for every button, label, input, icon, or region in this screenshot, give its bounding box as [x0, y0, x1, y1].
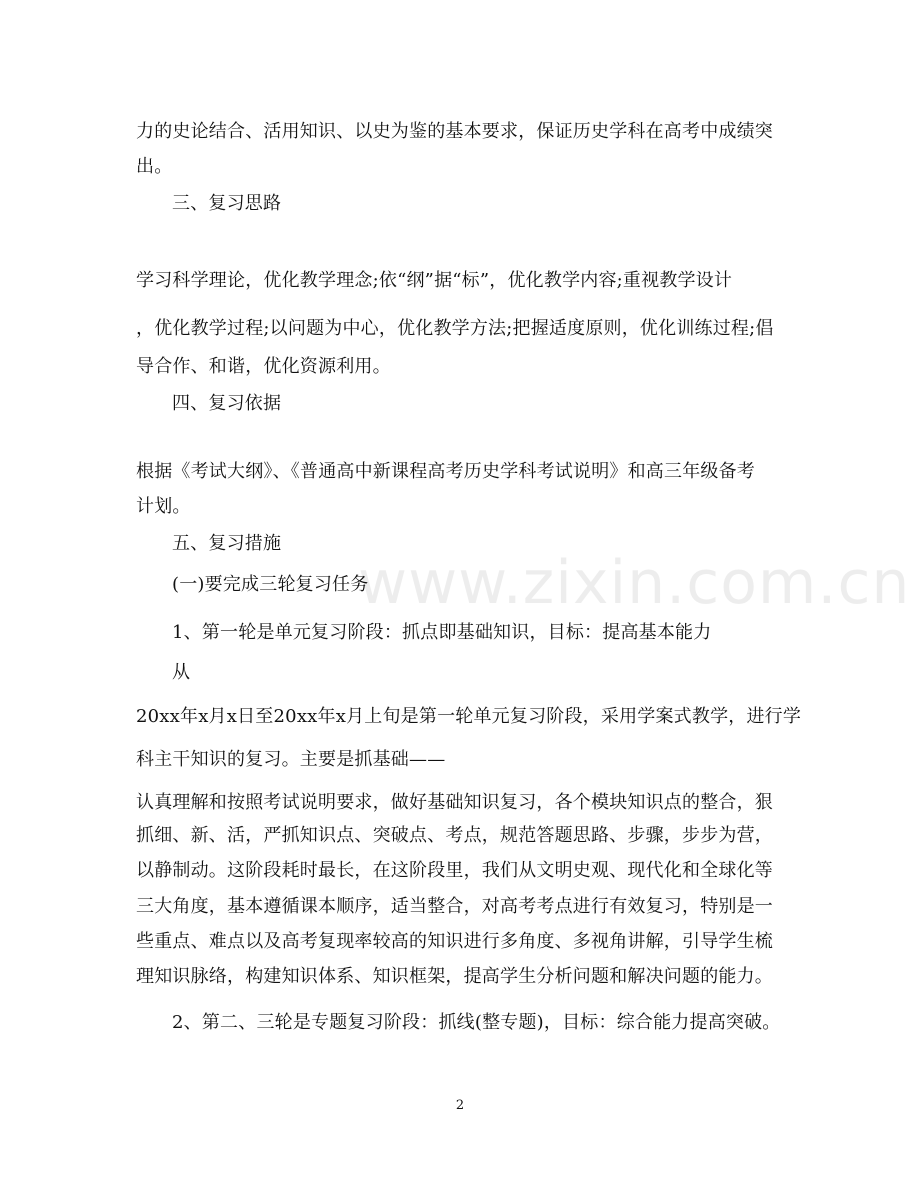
- text-line: 理知识脉络，构建知识体系、知识框架，提高学生分析问题和解决问题的能力。: [136, 966, 773, 987]
- text-line: 计划。: [136, 496, 191, 517]
- page-number: 2: [455, 1098, 465, 1113]
- text-line: 三大角度，基本遵循课本顺序，适当整合，对高考考点进行有效复习，特别是一: [136, 896, 773, 917]
- text-line: ，优化教学过程;以问题为中心，优化教学方法;把握适度原则，优化训练过程;倡: [136, 318, 774, 339]
- text-line: 从: [172, 662, 191, 683]
- text-line: 20xx年x月x日至20xx年x月上旬是第一轮单元复习阶段，采用学案式教学，进行学: [136, 706, 802, 727]
- text-line: 1、第一轮是单元复习阶段：抓点即基础知识，目标：提高基本能力: [172, 622, 712, 643]
- section-heading: 五、复习措施: [172, 533, 282, 554]
- text-line: 学习科学理论，优化教学理念;依“纲”据“标”，优化教学内容;重视教学设计: [136, 270, 733, 291]
- watermark: www.zixin.com.cn: [358, 548, 911, 618]
- text-line: 2、第二、三轮是专题复习阶段：抓线(整专题)，目标：综合能力提高突破。: [172, 1012, 781, 1033]
- text-line: 以静制动。这阶段耗时最长，在这阶段里，我们从文明史观、现代化和全球化等: [136, 860, 773, 881]
- text-line: 认真理解和按照考试说明要求，做好基础知识复习，各个模块知识点的整合，狠: [136, 792, 773, 813]
- section-heading: 四、复习依据: [172, 393, 282, 414]
- text-line: 根据《考试大纲》、《普通高中新课程高考历史学科考试说明》和高三年级备考: [136, 461, 755, 482]
- text-line: 些重点、难点以及高考复现率较高的知识进行多角度、多视角讲解，引导学生梳: [136, 931, 773, 952]
- section-heading: 三、复习思路: [172, 193, 282, 214]
- subsection-heading: (一)要完成三轮复习任务: [172, 574, 369, 595]
- text-line: 出。: [136, 156, 173, 177]
- text-line: 科主干知识的复习。主要是抓基础——: [136, 749, 446, 770]
- text-line: 导合作、和谐，优化资源利用。: [136, 356, 391, 377]
- text-line: 抓细、新、活，严抓知识点、突破点、考点，规范答题思路、步骤，步步为营，: [136, 825, 773, 846]
- text-line: 力的史论结合、活用知识、以史为鉴的基本要求，保证历史学科在高考中成绩突: [136, 121, 773, 142]
